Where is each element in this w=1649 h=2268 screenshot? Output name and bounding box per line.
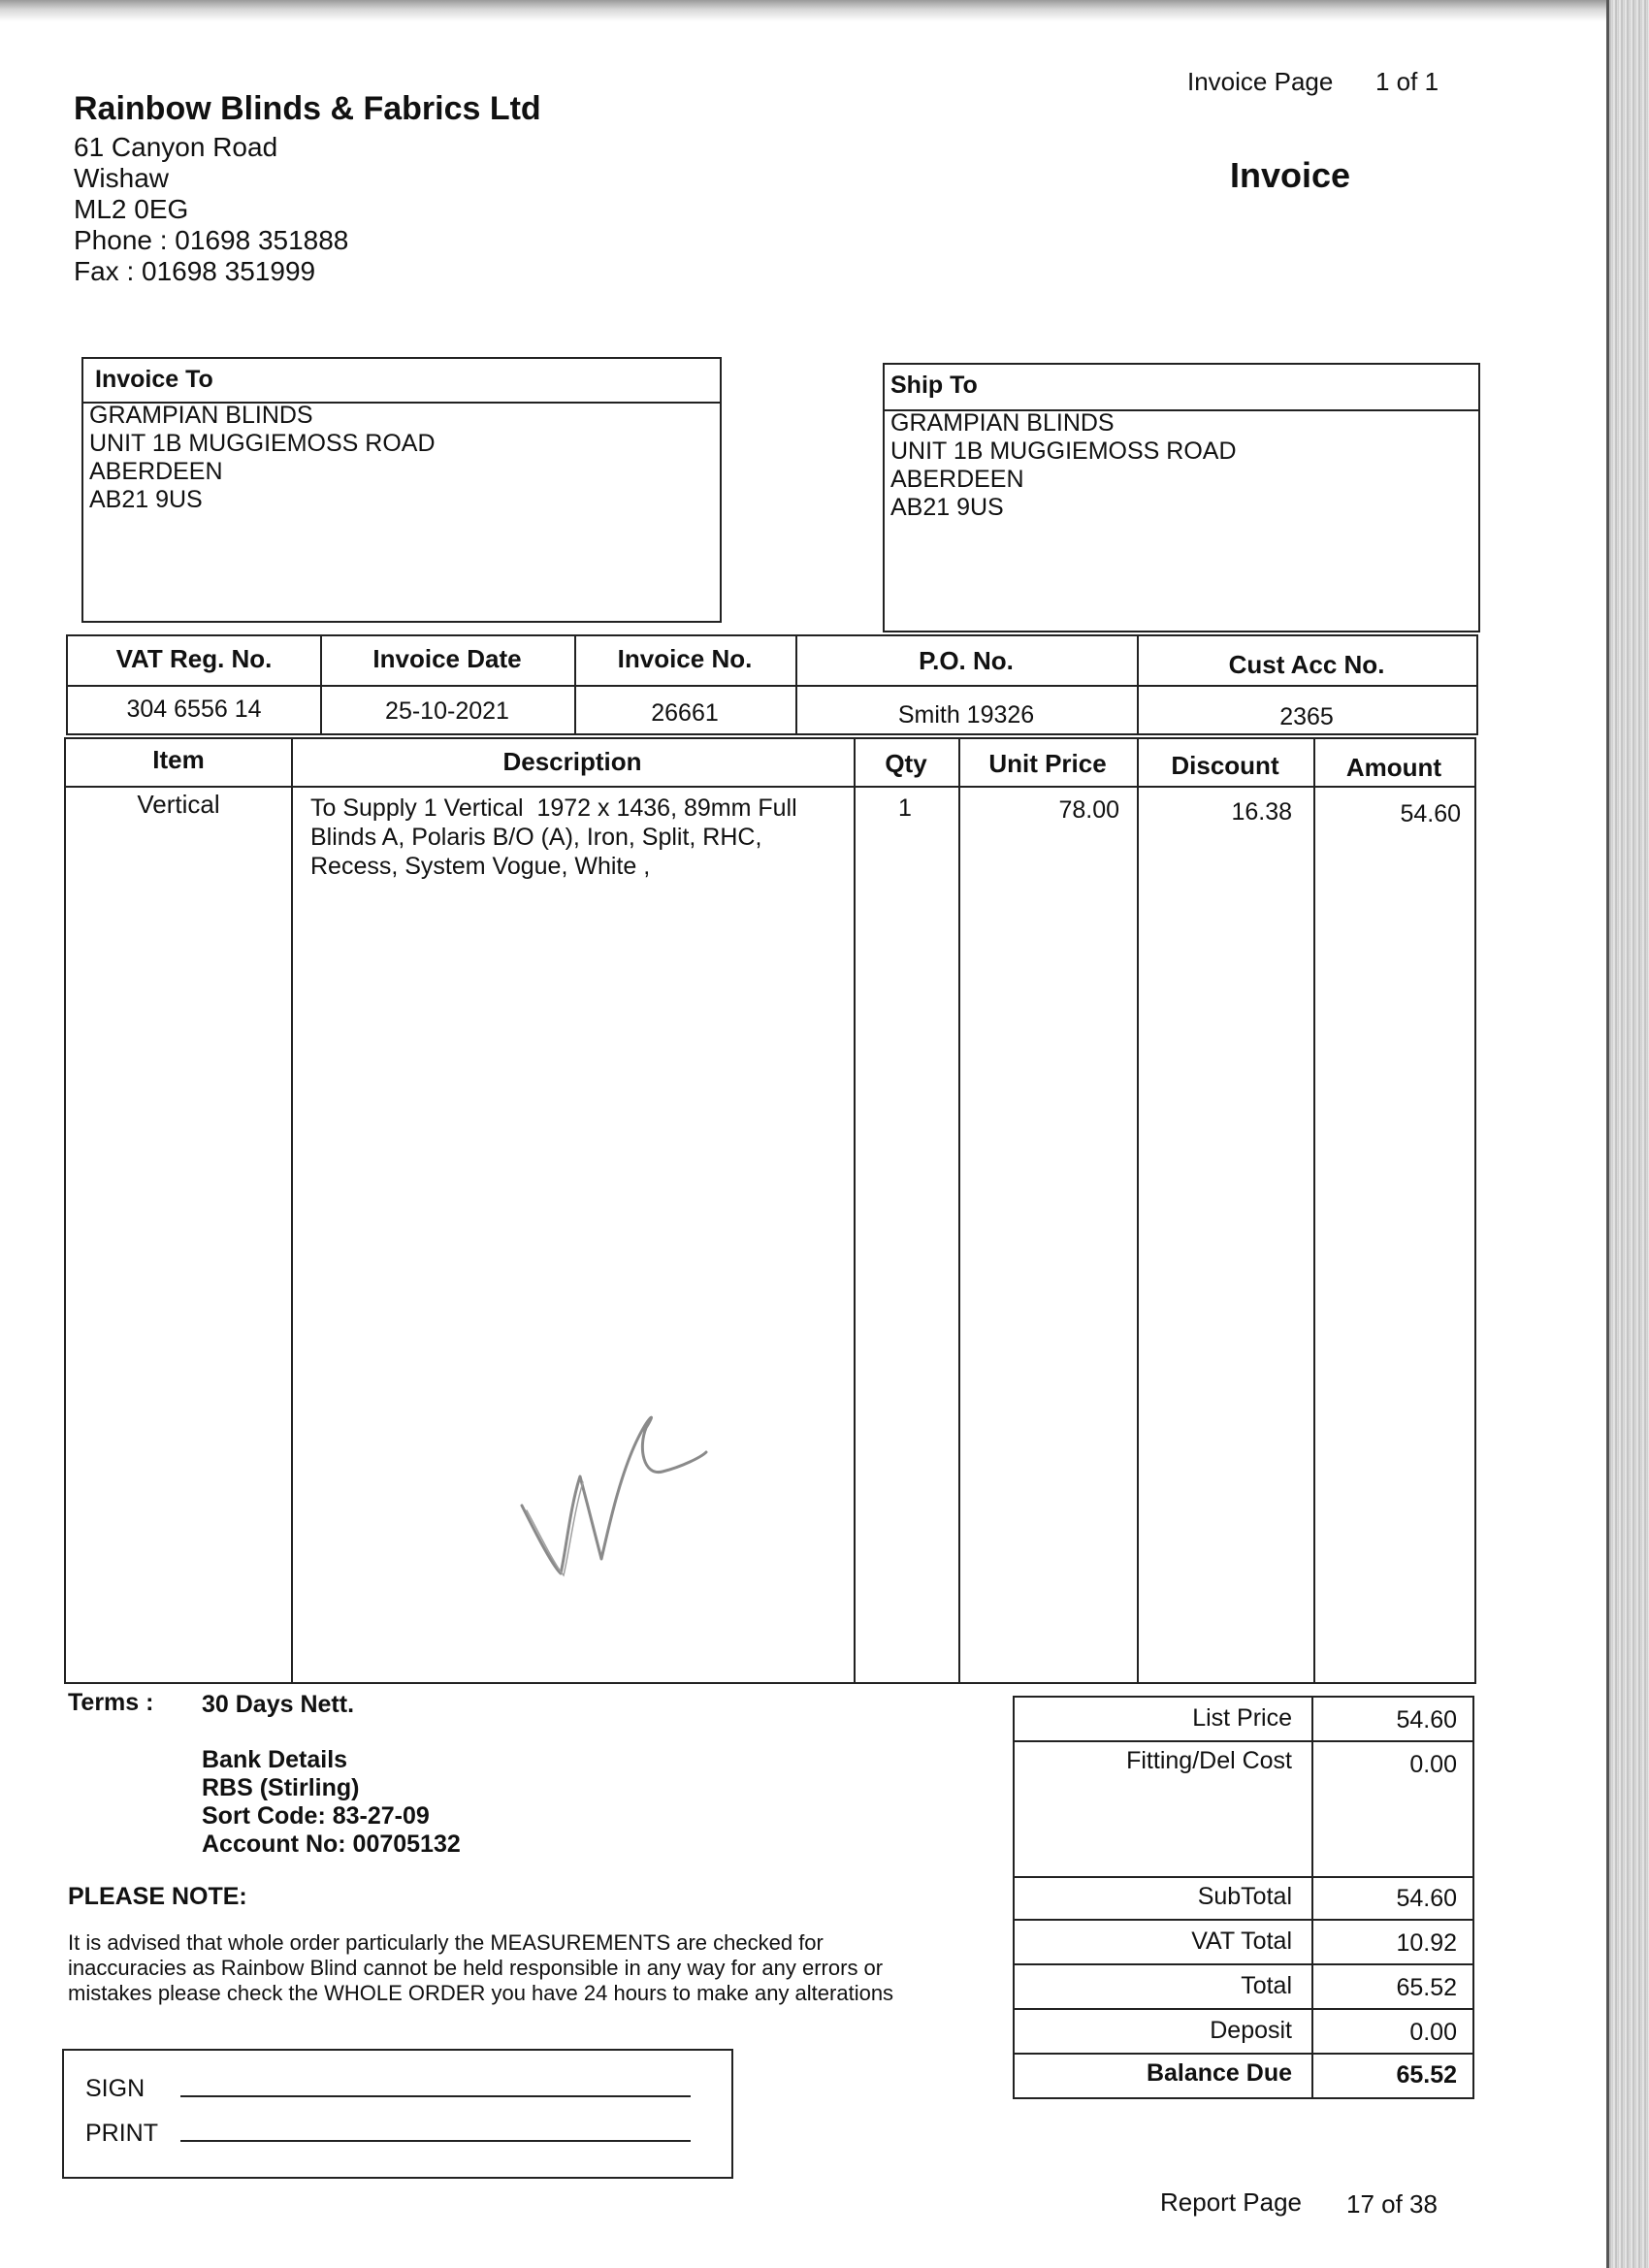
invoice-to-line-2: UNIT 1B MUGGIEMOSS ROAD	[89, 430, 436, 457]
row-amount: 54.60	[1400, 800, 1461, 827]
ship-to-line-2: UNIT 1B MUGGIEMOSS ROAD	[890, 437, 1237, 465]
deposit-label: Deposit	[1210, 2017, 1292, 2044]
header-po-no: P.O. No.	[919, 646, 1014, 675]
header-invoice-date: Invoice Date	[372, 644, 522, 673]
header-item: Item	[152, 745, 205, 774]
totals-rule-1	[1015, 1740, 1472, 1742]
ship-to-line-3: ABERDEEN	[890, 466, 1024, 493]
invoice-page-label: Invoice Page	[1187, 67, 1334, 96]
print-label: PRINT	[85, 2120, 158, 2147]
value-po-no: Smith 19326	[897, 701, 1035, 729]
document-title: Invoice	[1230, 155, 1351, 195]
company-address-line-3: ML2 0EG	[74, 194, 189, 224]
header-amount: Amount	[1345, 753, 1442, 782]
header-unit-price: Unit Price	[988, 749, 1107, 778]
items-col-sep-5	[1313, 739, 1315, 1682]
vat-total-label: VAT Total	[1191, 1928, 1292, 1955]
value-invoice-no: 26661	[651, 699, 719, 727]
header-cust-acc-no: Cust Acc No.	[1228, 650, 1385, 679]
totals-rule-4	[1015, 1963, 1472, 1965]
please-note-heading: PLEASE NOTE:	[68, 1883, 247, 1910]
company-name: Rainbow Blinds & Fabrics Ltd	[74, 90, 541, 127]
invoice-to-line-3: ABERDEEN	[89, 458, 223, 485]
invoice-to-line-4: AB21 9US	[89, 486, 203, 513]
value-invoice-date: 25-10-2021	[385, 697, 509, 725]
row-description-line-2: Blinds A, Polaris B/O (A), Iron, Split, RHC,	[310, 824, 762, 851]
terms-label: Terms :	[68, 1689, 154, 1716]
header-invoice-no: Invoice No.	[617, 644, 753, 673]
header-description: Description	[502, 747, 642, 776]
header-qty: Qty	[885, 749, 927, 778]
total-value: 65.52	[1396, 1974, 1457, 2001]
sign-print-box	[62, 2049, 733, 2179]
totals-rule-2	[1015, 1876, 1472, 1878]
row-item: Vertical	[137, 790, 220, 819]
fitting-cost-label: Fitting/Del Cost	[1126, 1747, 1292, 1774]
row-qty: 1	[898, 794, 912, 822]
scan-edge-top	[0, 0, 1649, 21]
totals-rule-6	[1015, 2053, 1472, 2055]
company-phone: Phone : 01698 351888	[74, 225, 349, 255]
print-line[interactable]	[180, 2140, 691, 2142]
items-col-sep-3	[958, 739, 960, 1682]
bank-sort-code: Sort Code: 83-27-09	[202, 1802, 430, 1830]
totals-box	[1013, 1696, 1474, 2099]
items-table-header-divider	[66, 786, 1474, 788]
header-discount: Discount	[1171, 751, 1279, 780]
please-note-line-3: mistakes please check the WHOLE ORDER you have 24 hours to make any alterations	[68, 1981, 894, 2005]
ship-to-line-1: GRAMPIAN BLINDS	[890, 409, 1115, 437]
bank-details-heading: Bank Details	[202, 1746, 348, 1773]
totals-col-sep	[1311, 1698, 1313, 2097]
row-unit-price: 78.00	[1058, 796, 1119, 824]
sign-label: SIGN	[85, 2075, 146, 2102]
totals-rule-5	[1015, 2008, 1472, 2010]
company-address-line-2: Wishaw	[74, 163, 170, 193]
reference-table-divider	[68, 685, 1476, 687]
scan-edge-right	[1606, 0, 1649, 2268]
total-label: Total	[1241, 1972, 1292, 1999]
balance-due-value: 65.52	[1396, 2061, 1457, 2089]
list-price-label: List Price	[1192, 1704, 1292, 1732]
report-page-label: Report Page	[1160, 2187, 1302, 2217]
header-vat-reg-no: VAT Reg. No.	[115, 644, 273, 673]
items-col-sep-4	[1137, 739, 1139, 1682]
subtotal-label: SubTotal	[1197, 1883, 1292, 1910]
report-page-value: 17 of 38	[1346, 2189, 1438, 2219]
balance-due-label: Balance Due	[1146, 2059, 1292, 2087]
deposit-value: 0.00	[1409, 2019, 1457, 2046]
company-address-line-1: 61 Canyon Road	[74, 132, 278, 162]
value-cust-acc-no: 2365	[1279, 703, 1334, 730]
vat-total-value: 10.92	[1396, 1929, 1457, 1957]
totals-rule-3	[1015, 1919, 1472, 1921]
invoice-page-value: 1 of 1	[1375, 67, 1439, 96]
bank-account-no: Account No: 00705132	[202, 1831, 461, 1858]
row-description-line-1: To Supply 1 Vertical 1972 x 1436, 89mm Full	[310, 794, 797, 822]
bank-name: RBS (Stirling)	[202, 1774, 360, 1801]
subtotal-value: 54.60	[1396, 1885, 1457, 1912]
sign-line[interactable]	[180, 2095, 691, 2097]
row-discount: 16.38	[1231, 798, 1292, 826]
reference-table	[66, 634, 1478, 735]
terms-value: 30 Days Nett.	[202, 1691, 355, 1718]
items-col-sep-2	[854, 739, 856, 1682]
please-note-line-1: It is advised that whole order particularly the MEASUREMENTS are checked for	[68, 1930, 824, 1955]
items-table	[64, 737, 1476, 1684]
invoice-to-box	[81, 357, 722, 623]
please-note-line-2: inaccuracies as Rainbow Blind cannot be held responsible in any way for any errors or	[68, 1956, 884, 1980]
handwritten-initials	[473, 1360, 726, 1593]
value-vat-reg-no: 304 6556 14	[126, 696, 262, 723]
items-col-sep-1	[291, 739, 293, 1682]
ship-to-heading: Ship To	[890, 372, 978, 399]
company-fax: Fax : 01698 351999	[74, 256, 316, 286]
row-description-line-3: Recess, System Vogue, White ,	[310, 853, 651, 880]
list-price-value: 54.60	[1396, 1706, 1457, 1733]
ship-to-line-4: AB21 9US	[890, 494, 1004, 521]
invoice-to-heading: Invoice To	[95, 366, 213, 393]
fitting-cost-value: 0.00	[1409, 1751, 1457, 1778]
ship-to-box	[883, 363, 1480, 632]
invoice-to-line-1: GRAMPIAN BLINDS	[89, 402, 313, 429]
